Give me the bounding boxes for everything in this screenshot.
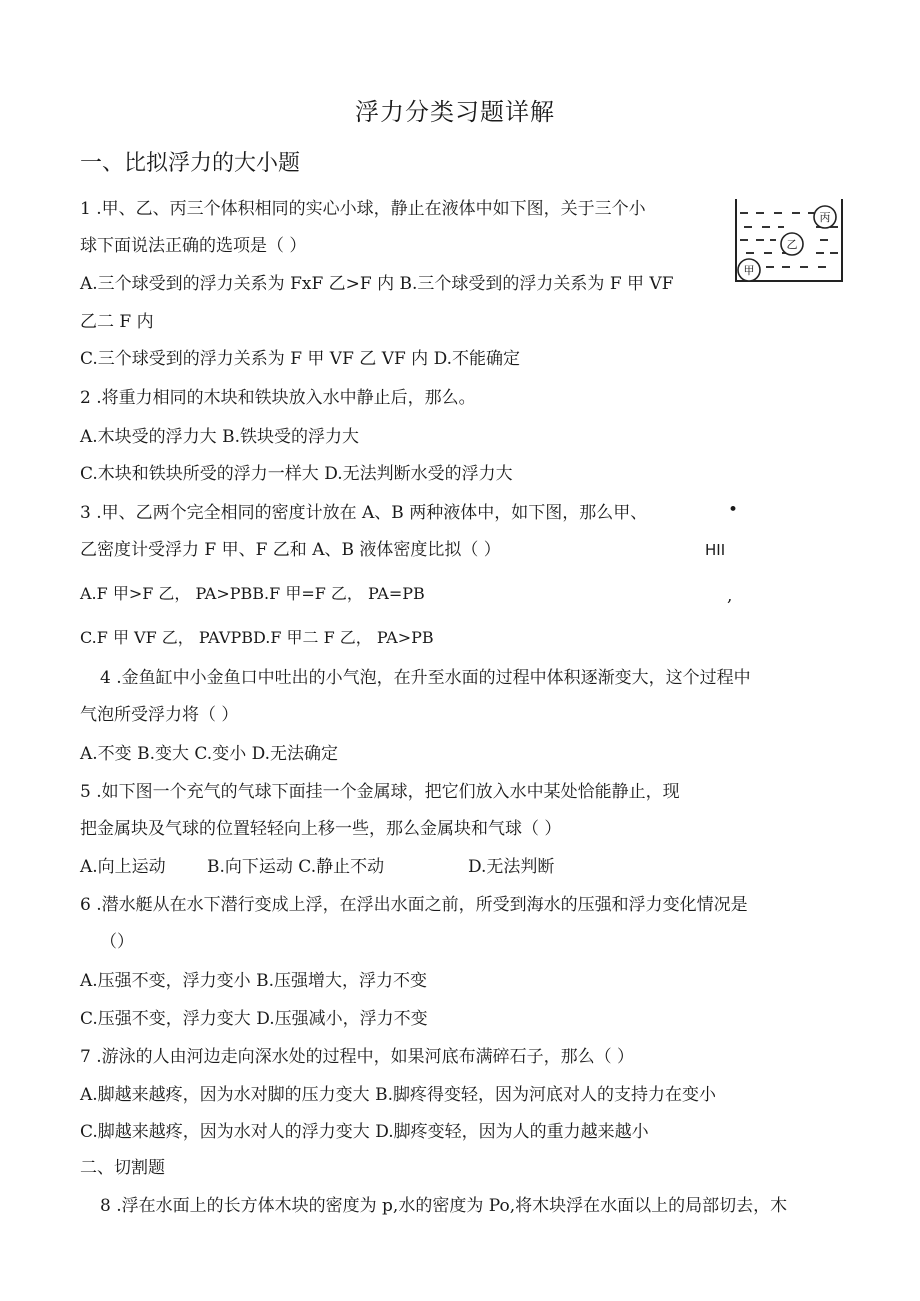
q7-line-1: 7 .游泳的人由河边走向深水处的过程中，如果河底布满碎石子，那么（ ） [80, 1047, 635, 1067]
beaker-figure [730, 193, 850, 288]
q1-line-2: 球下面说法正确的选项是（ ） [80, 236, 307, 256]
q5-option-bc: B.向下运动 C.静止不动 [207, 857, 385, 877]
q3-line-2: 乙密度计受浮力 F 甲、F 乙和 A、B 液体密度比拟（ ） [80, 540, 501, 560]
q3-line-3: A.F 甲>F 乙， PA>PBB.F 甲=F 乙， PA=PB [80, 584, 425, 603]
section-heading-1: 一、比拟浮力的大小题 [80, 151, 301, 176]
q8-line-1: 8 .浮在水面上的长方体木块的密度为 p,水的密度为 Po,将木块浮在水面以上的局部切去，木 [100, 1196, 788, 1216]
q1-line-5: C.三个球受到的浮力关系为 F 甲 VF 乙 VF 内 D.不能确定 [80, 349, 520, 369]
q3-mark-dot: • [728, 500, 739, 520]
q3-mark-hii: HII [705, 541, 726, 559]
q2-line-3: C.木块和铁块所受的浮力一样大 D.无法判断水受的浮力大 [80, 464, 513, 484]
q2-line-2: A.木块受的浮力大 B.铁块受的浮力大 [80, 427, 359, 447]
q1-line-3: A.三个球受到的浮力关系为 FxF 乙>F 内 B.三个球受到的浮力关系为 F 甲 VF [80, 274, 674, 294]
q6-line-1: 6 .潜水艇从在水下潜行变成上浮，在浮出水面之前，所受到海水的压强和浮力变化情况是 [80, 895, 748, 915]
page-title: 浮力分类习题详解 [355, 98, 555, 126]
q6-line-4: C.压强不变，浮力变大 D.压强减小，浮力不变 [80, 1009, 428, 1029]
section-heading-2: 二、切割题 [80, 1158, 165, 1178]
q5-option-a: A.向上运动 [80, 857, 166, 877]
q6-line-3: A.压强不变，浮力变小 B.压强增大，浮力不变 [80, 971, 427, 991]
q5-option-d: D.无法判断 [468, 857, 555, 877]
q7-line-2: A.脚越来越疼，因为水对脚的压力变大 B.脚疼得变轻，因为河底对人的支持力在变小 [80, 1085, 716, 1105]
q2-line-1: 2 .将重力相同的木块和铁块放入水中静止后，那么。 [80, 388, 476, 408]
q1-line-4: 乙二 F 内 [80, 312, 154, 332]
q3-line-4: C.F 甲 VF 乙， PAVPBD.F 甲二 F 乙， PA>PB [80, 628, 434, 647]
ball-jia-label: 甲 [743, 264, 755, 277]
ball-bing-label: 丙 [819, 211, 831, 224]
q5-line-1: 5 .如下图一个充气的气球下面挂一个金属球，把它们放入水中某处恰能静止，现 [80, 782, 680, 802]
q4-line-1: 4 .金鱼缸中小金鱼口中吐出的小气泡，在升至水面的过程中体积逐渐变大，这个过程中 [100, 668, 751, 688]
q6-line-2: （） [100, 932, 134, 952]
q4-line-2: 气泡所受浮力将（ ） [80, 705, 239, 725]
q3-mark-comma: , [727, 586, 733, 606]
q4-line-3: A.不变 B.变大 C.变小 D.无法确定 [80, 744, 339, 764]
ball-yi-label: 乙 [786, 238, 798, 251]
q1-line-1: 1 .甲、乙、丙三个体积相同的实心小球，静止在液体中如下图，关于三个小 [80, 199, 646, 219]
q5-line-2: 把金属块及气球的位置轻轻向上移一些，那么金属块和气球（ ） [80, 819, 562, 839]
q3-line-1: 3 .甲、乙两个完全相同的密度计放在 A、B 两种液体中，如下图，那么甲、 [80, 503, 648, 523]
q7-line-3: C.脚越来越疼，因为水对人的浮力变大 D.脚疼变轻，因为人的重力越来越小 [80, 1122, 649, 1142]
